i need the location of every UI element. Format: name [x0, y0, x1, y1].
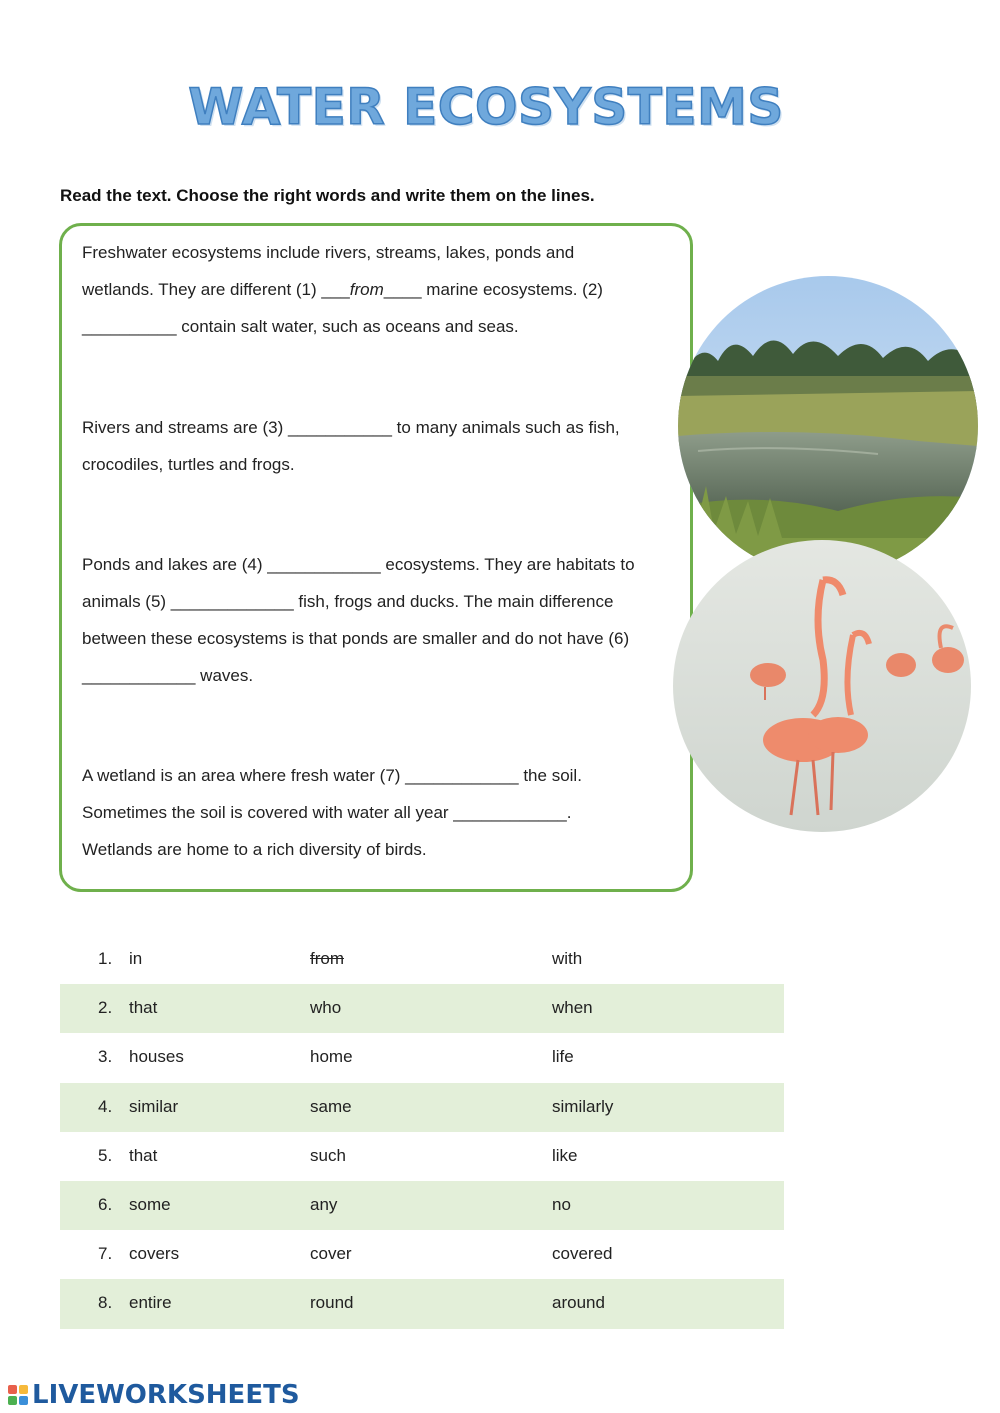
option-number: 5.: [98, 1145, 113, 1165]
text-line: Sometimes the soil is covered with water all year ____________.: [82, 803, 572, 822]
option-word: in: [129, 949, 143, 968]
text-fragment: wetlands. They are different (1) ___: [82, 280, 350, 299]
option-word: when: [552, 998, 593, 1018]
option-word: that: [129, 1145, 158, 1165]
option-word: no: [552, 1194, 571, 1214]
text-line: ____________ waves.: [82, 666, 254, 685]
option-word: such: [310, 1145, 346, 1165]
flamingo-photo: [673, 540, 971, 832]
option-number: 1.: [98, 949, 113, 968]
option-word: life: [552, 1047, 574, 1067]
option-word: same: [310, 1096, 352, 1116]
option-row: [60, 984, 784, 1033]
wetland-photo: [678, 276, 978, 576]
text-line: [82, 271, 682, 308]
option-word: similar: [129, 1096, 179, 1116]
option-row: [60, 935, 784, 984]
option-word: covers: [129, 1244, 180, 1264]
option-row: [60, 1230, 784, 1279]
worksheet-title: WATER ECOSYSTEMS: [188, 78, 784, 136]
option-number: 2.: [98, 998, 113, 1018]
option-word: who: [310, 998, 342, 1018]
option-row: [60, 1279, 784, 1328]
text-line: Freshwater ecosystems include rivers, streams, lakes, ponds and: [82, 243, 575, 262]
text-line: Rivers and streams are (3) ___________ to many animals such as fish,: [82, 418, 620, 437]
footer-logo: [8, 1382, 300, 1408]
option-word: some: [129, 1194, 171, 1214]
option-row: [60, 1132, 784, 1181]
option-word: home: [310, 1047, 353, 1067]
option-number: 8.: [98, 1293, 113, 1313]
option-number: 7.: [98, 1244, 113, 1264]
answer-1: from: [349, 280, 384, 299]
paragraph-4: [82, 757, 682, 868]
paragraph-3: [82, 546, 682, 694]
option-word: similarly: [552, 1096, 614, 1116]
logo-icon: [8, 1385, 28, 1405]
option-word: from: [310, 949, 344, 968]
option-word: any: [310, 1194, 338, 1214]
option-row: [60, 1033, 784, 1082]
text-line: A wetland is an area where fresh water (7) ____________ the soil.: [82, 766, 582, 785]
option-word: around: [552, 1293, 605, 1313]
option-word: houses: [129, 1047, 184, 1067]
option-word: like: [552, 1145, 578, 1165]
option-word: that: [129, 998, 158, 1018]
paragraph-1: [82, 234, 682, 345]
text-fragment: ____ marine ecosystems. (2): [383, 280, 603, 299]
option-word: round: [310, 1293, 354, 1313]
brand-name: LIVEWORKSHEETS: [32, 1380, 300, 1410]
word-options-table: [60, 935, 784, 1329]
option-word: covered: [552, 1244, 613, 1264]
text-line: between these ecosystems is that ponds are smaller and do not have (6): [82, 629, 630, 648]
option-row: [60, 1181, 784, 1230]
option-row: [60, 1083, 784, 1132]
text-line: Ponds and lakes are (4) ____________ ecosystems. They are habitats to: [82, 555, 635, 574]
option-number: 6.: [98, 1194, 113, 1214]
text-line: animals (5) _____________ fish, frogs and ducks. The main difference: [82, 592, 614, 611]
option-word: entire: [129, 1293, 172, 1313]
option-number: 4.: [98, 1096, 113, 1116]
option-number: 3.: [98, 1047, 113, 1067]
instructions: Read the text. Choose the right words and write them on the lines.: [60, 186, 595, 205]
option-word: cover: [310, 1244, 352, 1264]
paragraph-2: [82, 409, 682, 483]
option-word: with: [552, 949, 583, 968]
text-line: Wetlands are home to a rich diversity of birds.: [82, 840, 427, 859]
text-line: __________ contain salt water, such as oceans and seas.: [82, 317, 519, 336]
text-line: crocodiles, turtles and frogs.: [82, 455, 295, 474]
